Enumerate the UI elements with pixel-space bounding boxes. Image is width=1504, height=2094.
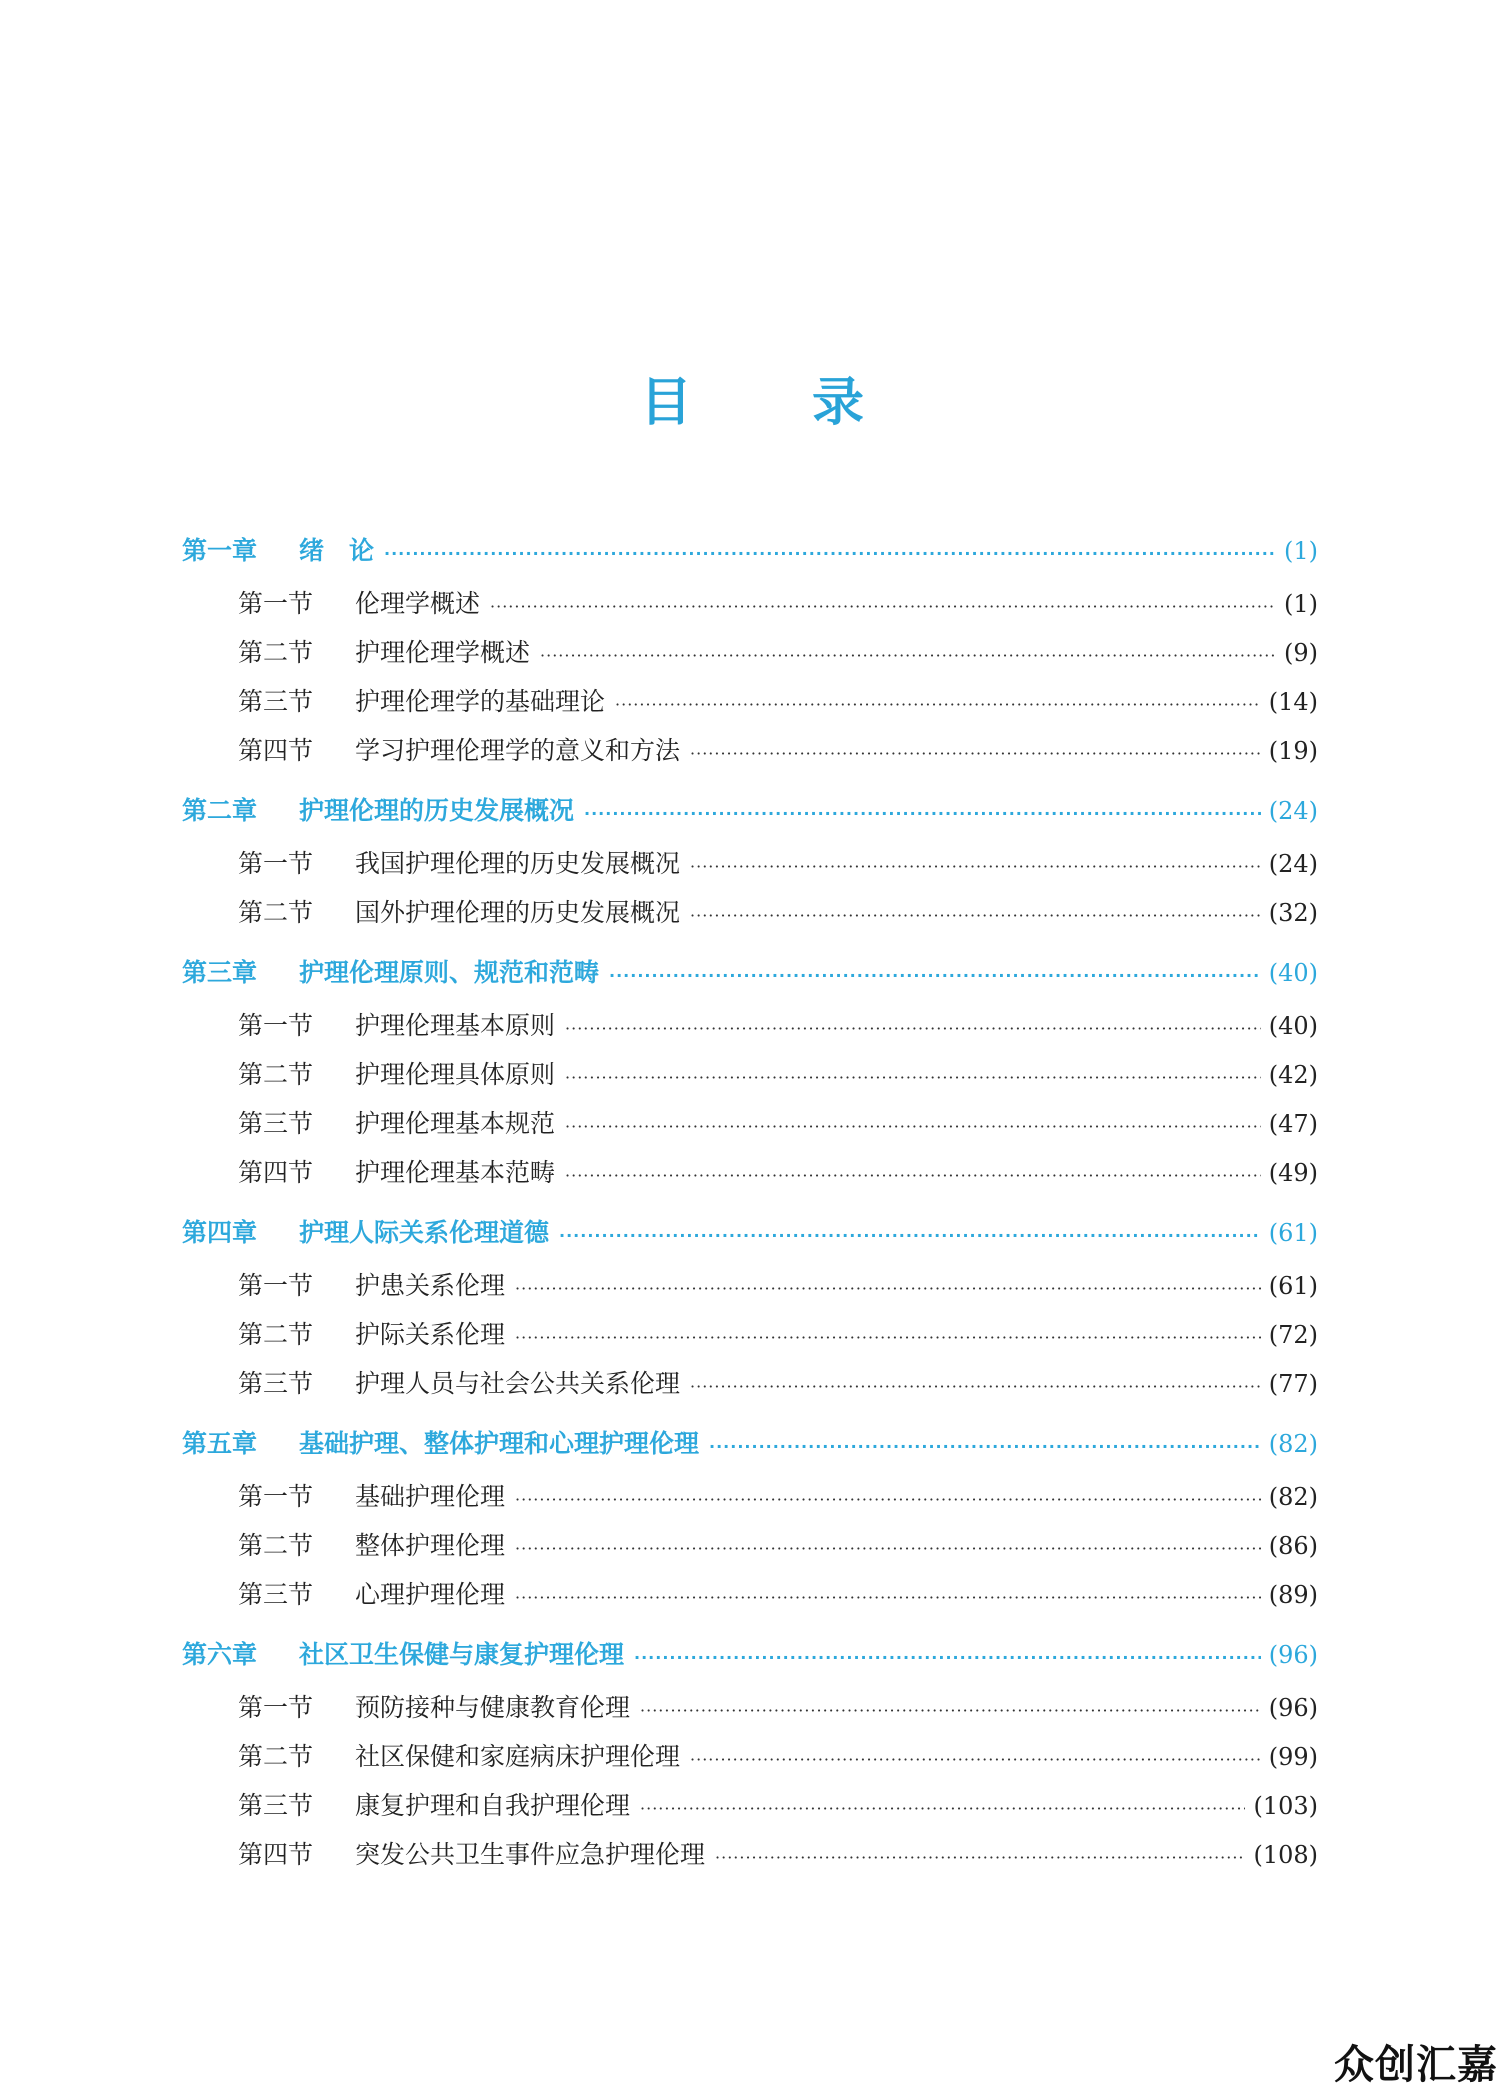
section-page-number: (47) xyxy=(1268,1110,1318,1138)
dot-leader xyxy=(515,1524,1261,1573)
toc-section-entry[interactable] xyxy=(182,839,1318,888)
section-title: 护患关系伦理 xyxy=(355,1271,506,1300)
toc-chapter-entry[interactable] xyxy=(182,782,1318,839)
section-page-number: (40) xyxy=(1268,1012,1318,1040)
section-title: 护理伦理基本规范 xyxy=(355,1109,556,1138)
chapter-title: 护理伦理的历史发展概况 xyxy=(299,796,575,825)
dot-leader xyxy=(709,1418,1261,1475)
section-page-number: (61) xyxy=(1268,1272,1318,1300)
section-number: 第二节 xyxy=(238,638,314,667)
section-title: 我国护理伦理的历史发展概况 xyxy=(355,849,681,878)
toc-section-entry[interactable] xyxy=(182,628,1318,677)
chapter-page-number: (61) xyxy=(1268,1219,1318,1247)
dot-leader xyxy=(559,1207,1261,1264)
section-title: 社区保健和家庭病床护理伦理 xyxy=(355,1742,681,1771)
section-title: 整体护理伦理 xyxy=(355,1531,506,1560)
dot-leader xyxy=(640,1686,1261,1735)
section-page-number: (1) xyxy=(1284,590,1318,618)
toc-chapter-entry[interactable] xyxy=(182,1626,1318,1683)
section-title: 护理伦理基本原则 xyxy=(355,1011,556,1040)
title-char-1: 目 xyxy=(639,373,692,433)
dot-leader xyxy=(690,891,1261,940)
dot-leader xyxy=(515,1264,1261,1313)
section-title: 护理伦理基本范畴 xyxy=(355,1158,556,1187)
section-page-number: (19) xyxy=(1268,737,1318,765)
chapter-title: 护理人际关系伦理道德 xyxy=(299,1218,550,1247)
section-number: 第一节 xyxy=(238,849,314,878)
section-number: 第四节 xyxy=(238,1158,314,1187)
dot-leader xyxy=(540,631,1276,680)
section-page-number: (89) xyxy=(1268,1581,1318,1609)
toc-chapter-entry[interactable] xyxy=(182,522,1318,579)
chapter-page-number: (40) xyxy=(1268,959,1318,987)
section-title: 基础护理伦理 xyxy=(355,1482,506,1511)
section-number: 第三节 xyxy=(238,1580,314,1609)
toc-section-entry[interactable] xyxy=(182,1683,1318,1732)
toc-section-entry[interactable] xyxy=(182,1570,1318,1619)
section-number: 第一节 xyxy=(238,589,314,618)
chapter-page-number: (1) xyxy=(1284,537,1318,565)
watermark-logo: 众创汇嘉 xyxy=(1334,2042,1498,2088)
section-page-number: (24) xyxy=(1268,850,1318,878)
chapter-number: 第四章 xyxy=(182,1218,258,1247)
dot-leader xyxy=(690,842,1261,891)
toc-section-entry[interactable] xyxy=(182,677,1318,726)
section-title: 学习护理伦理学的意义和方法 xyxy=(355,736,681,765)
section-title: 护际关系伦理 xyxy=(355,1320,506,1349)
section-title: 国外护理伦理的历史发展概况 xyxy=(355,898,681,927)
section-page-number: (32) xyxy=(1268,899,1318,927)
toc-section-entry[interactable] xyxy=(182,1781,1318,1830)
section-number: 第三节 xyxy=(238,1109,314,1138)
toc-section-entry[interactable] xyxy=(182,1148,1318,1197)
section-title: 康复护理和自我护理伦理 xyxy=(355,1791,631,1820)
chapter-title: 绪 论 xyxy=(299,536,375,565)
section-number: 第三节 xyxy=(238,1369,314,1398)
section-number: 第二节 xyxy=(238,1531,314,1560)
section-page-number: (72) xyxy=(1268,1321,1318,1349)
chapter-page-number: (96) xyxy=(1268,1641,1318,1669)
section-page-number: (9) xyxy=(1284,639,1318,667)
toc-section-entry[interactable] xyxy=(182,1099,1318,1148)
chapter-number: 第一章 xyxy=(182,536,258,565)
section-page-number: (82) xyxy=(1268,1483,1318,1511)
section-number: 第三节 xyxy=(238,687,314,716)
section-page-number: (103) xyxy=(1253,1792,1318,1820)
toc-section-entry[interactable] xyxy=(182,1830,1318,1879)
dot-leader xyxy=(584,785,1261,842)
section-number: 第一节 xyxy=(238,1693,314,1722)
section-page-number: (99) xyxy=(1268,1743,1318,1771)
section-title: 预防接种与健康教育伦理 xyxy=(355,1693,631,1722)
toc-section-entry[interactable] xyxy=(182,579,1318,628)
section-title: 护理伦理学概述 xyxy=(355,638,531,667)
toc-chapter-entry[interactable] xyxy=(182,1415,1318,1472)
toc-section-entry[interactable] xyxy=(182,888,1318,937)
section-page-number: (108) xyxy=(1253,1841,1318,1869)
section-number: 第一节 xyxy=(238,1011,314,1040)
section-page-number: (77) xyxy=(1268,1370,1318,1398)
section-number: 第三节 xyxy=(238,1791,314,1820)
chapter-title: 社区卫生保健与康复护理伦理 xyxy=(299,1640,625,1669)
section-page-number: (14) xyxy=(1268,688,1318,716)
chapter-number: 第六章 xyxy=(182,1640,258,1669)
toc-section-entry[interactable] xyxy=(182,726,1318,775)
dot-leader xyxy=(690,1735,1261,1784)
section-number: 第二节 xyxy=(238,1742,314,1771)
section-number: 第一节 xyxy=(238,1482,314,1511)
dot-leader xyxy=(515,1475,1261,1524)
section-number: 第四节 xyxy=(238,1840,314,1869)
section-page-number: (49) xyxy=(1268,1159,1318,1187)
toc-chapter-entry[interactable] xyxy=(182,944,1318,1001)
chapter-number: 第三章 xyxy=(182,958,258,987)
title-char-2: 录 xyxy=(812,373,865,433)
dot-leader xyxy=(565,1004,1261,1053)
dot-leader xyxy=(490,582,1276,631)
section-title: 突发公共卫生事件应急护理伦理 xyxy=(355,1840,706,1869)
chapter-number: 第五章 xyxy=(182,1429,258,1458)
section-title: 心理护理伦理 xyxy=(355,1580,506,1609)
page-title xyxy=(0,360,1504,435)
dot-leader xyxy=(634,1629,1261,1686)
toc-section-entry[interactable] xyxy=(182,1310,1318,1359)
dot-leader xyxy=(515,1313,1261,1362)
dot-leader xyxy=(565,1053,1261,1102)
section-number: 第二节 xyxy=(238,1320,314,1349)
dot-leader xyxy=(515,1573,1261,1622)
section-number: 第一节 xyxy=(238,1271,314,1300)
dot-leader xyxy=(640,1784,1245,1833)
dot-leader xyxy=(609,947,1261,1004)
table-of-contents xyxy=(182,522,1318,1879)
section-page-number: (96) xyxy=(1268,1694,1318,1722)
toc-section-entry[interactable] xyxy=(182,1732,1318,1781)
dot-leader xyxy=(690,729,1261,778)
section-title: 护理伦理具体原则 xyxy=(355,1060,556,1089)
chapter-title: 基础护理、整体护理和心理护理伦理 xyxy=(299,1429,700,1458)
dot-leader xyxy=(384,525,1276,582)
toc-section-entry[interactable] xyxy=(182,1359,1318,1408)
toc-section-entry[interactable] xyxy=(182,1521,1318,1570)
section-title: 护理人员与社会公共关系伦理 xyxy=(355,1369,681,1398)
toc-section-entry[interactable] xyxy=(182,1261,1318,1310)
dot-leader xyxy=(565,1102,1261,1151)
dot-leader xyxy=(565,1151,1261,1200)
toc-chapter-entry[interactable] xyxy=(182,1204,1318,1261)
chapter-page-number: (82) xyxy=(1268,1430,1318,1458)
chapter-page-number: (24) xyxy=(1268,797,1318,825)
section-number: 第二节 xyxy=(238,898,314,927)
toc-section-entry[interactable] xyxy=(182,1472,1318,1521)
toc-section-entry[interactable] xyxy=(182,1001,1318,1050)
section-number: 第二节 xyxy=(238,1060,314,1089)
dot-leader xyxy=(690,1362,1261,1411)
dot-leader xyxy=(615,680,1261,729)
toc-section-entry[interactable] xyxy=(182,1050,1318,1099)
section-title: 伦理学概述 xyxy=(355,589,481,618)
chapter-number: 第二章 xyxy=(182,796,258,825)
chapter-title: 护理伦理原则、规范和范畴 xyxy=(299,958,600,987)
section-number: 第四节 xyxy=(238,736,314,765)
section-page-number: (86) xyxy=(1268,1532,1318,1560)
dot-leader xyxy=(715,1833,1245,1882)
section-page-number: (42) xyxy=(1268,1061,1318,1089)
section-title: 护理伦理学的基础理论 xyxy=(355,687,606,716)
